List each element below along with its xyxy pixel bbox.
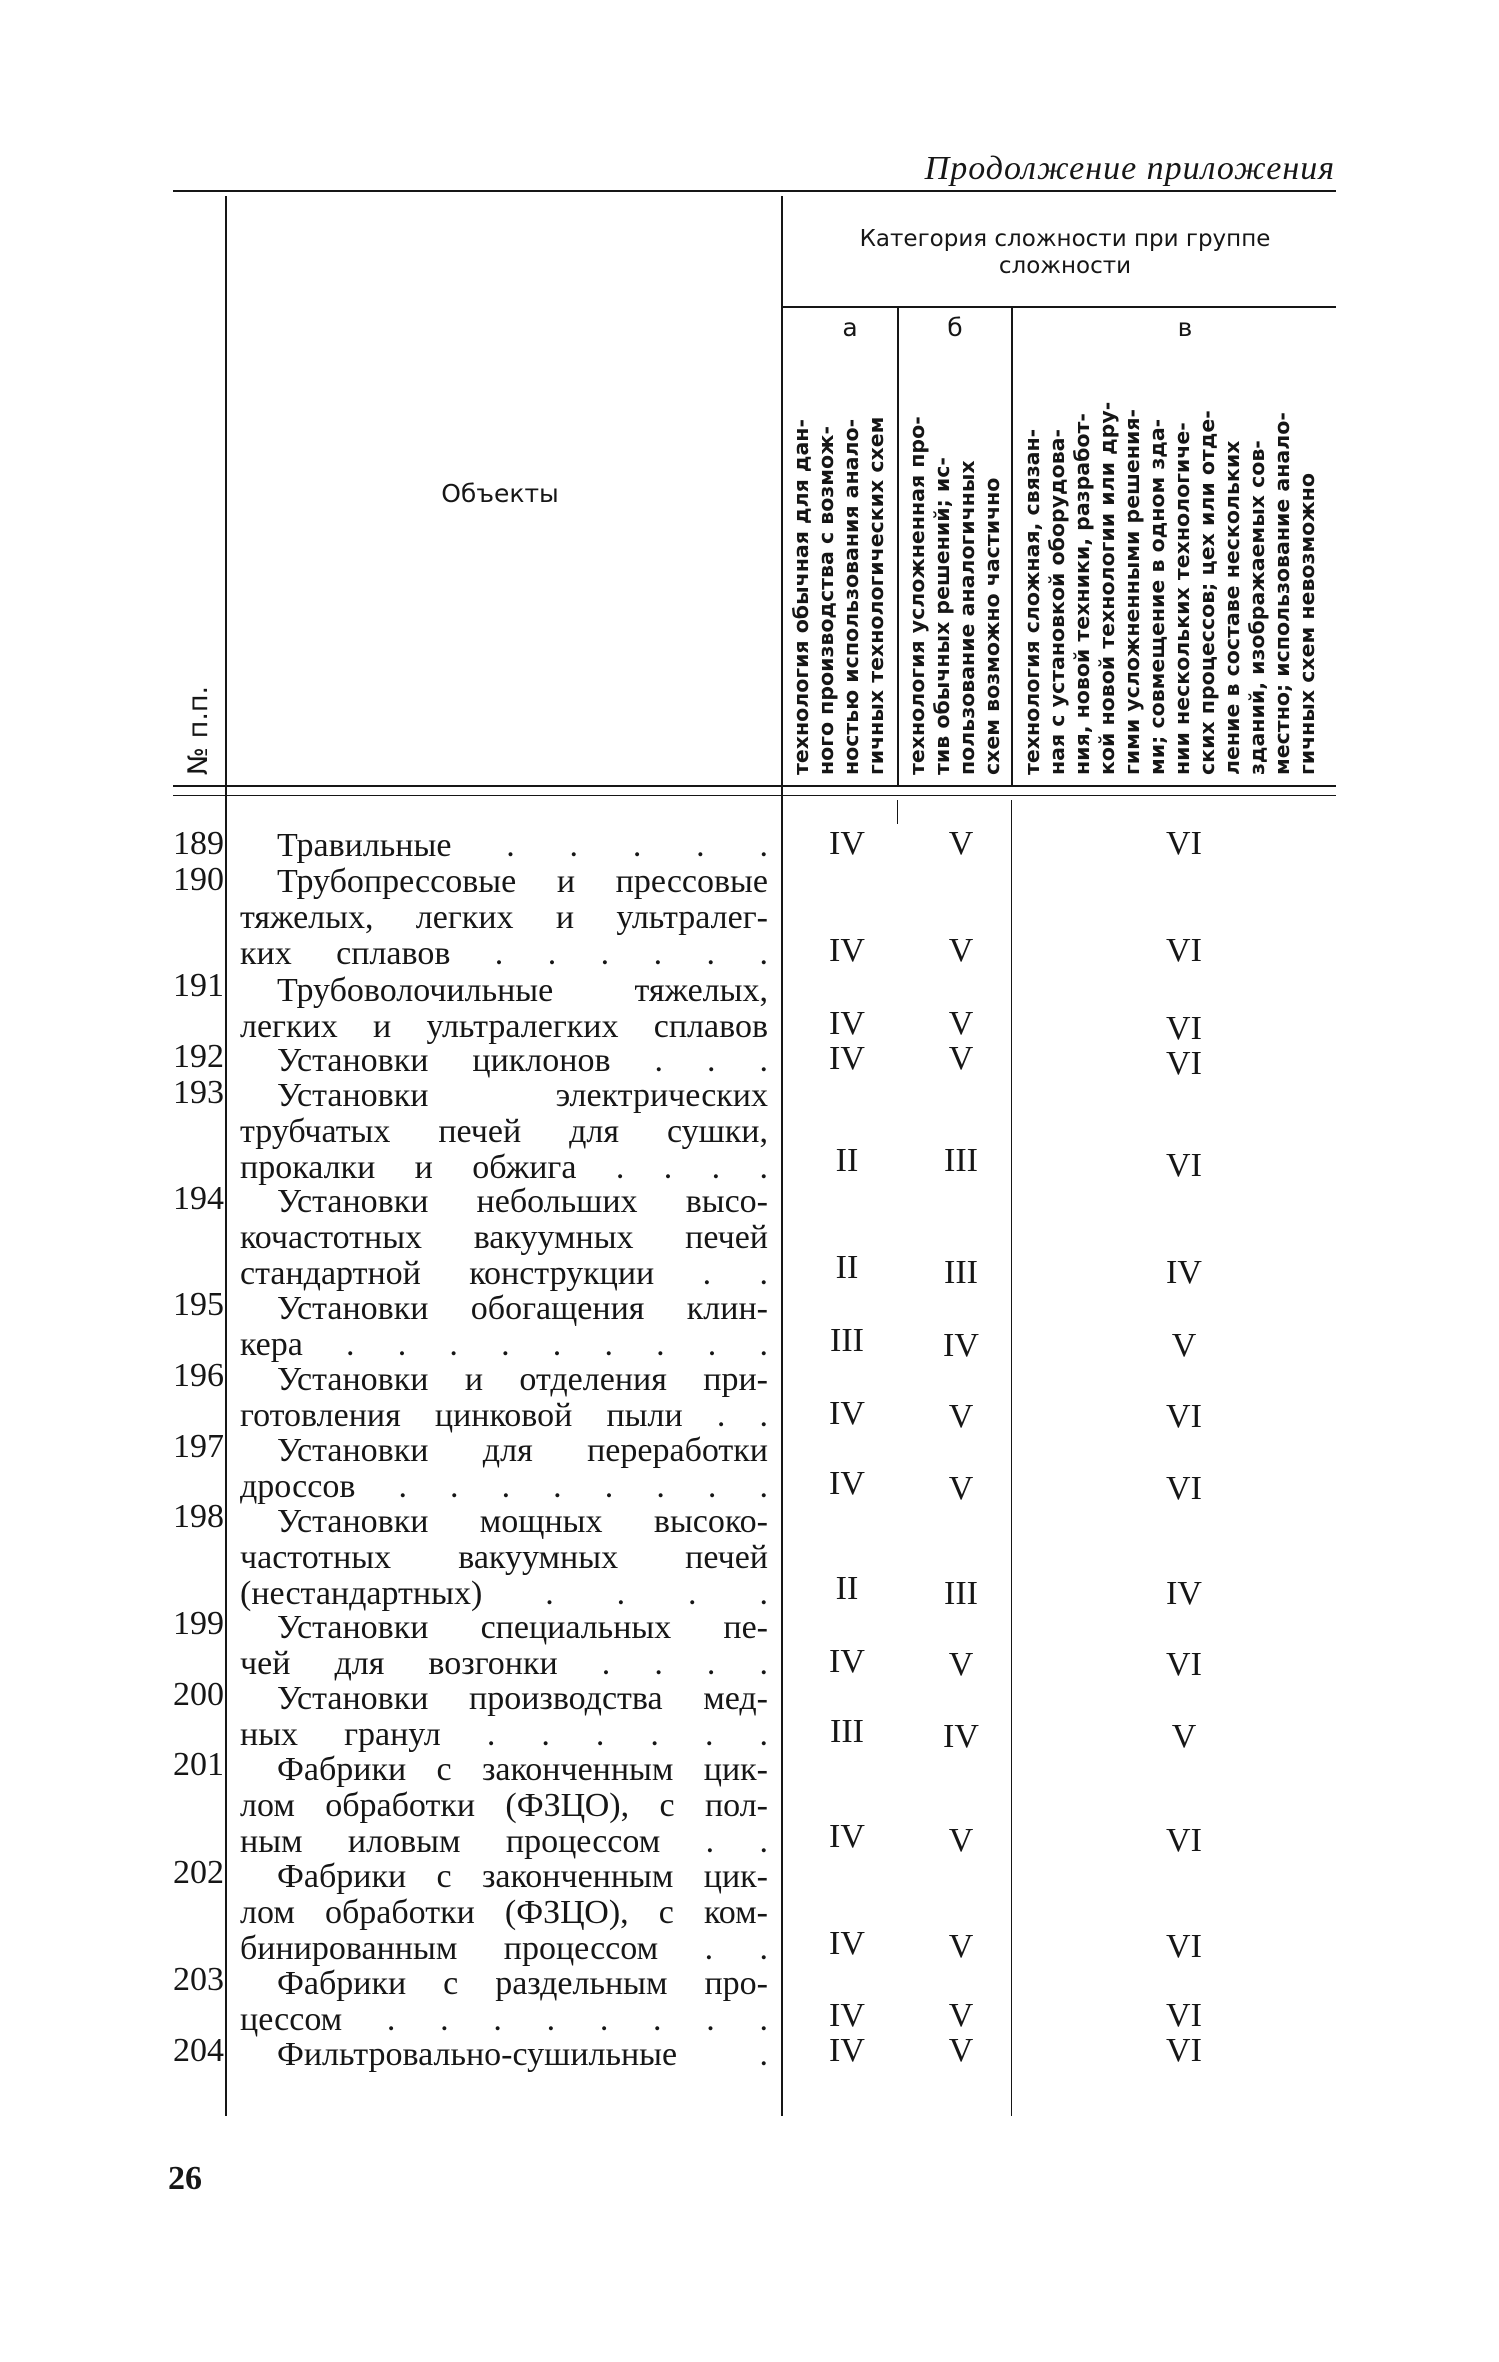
category-a: IV — [829, 1925, 865, 1962]
group-c-desc-line: нии нескольких технологиче- — [1170, 422, 1194, 775]
group-b-desc-line: пользование аналогичных — [955, 460, 979, 775]
category-a: IV — [829, 2032, 865, 2069]
category-header: Категория сложности при группе сложности — [859, 226, 1271, 279]
row-object-line: бинированным процессом . . — [240, 1931, 768, 1967]
category-b: IV — [943, 1327, 979, 1364]
row-object-line: Установки циклонов . . . — [277, 1043, 768, 1079]
col-divider-bc — [1011, 308, 1013, 785]
row-number: 198 — [173, 1498, 224, 1535]
header-bottom-rule — [173, 785, 1336, 787]
row-object — [240, 864, 768, 972]
row-object-line: Фабрики с законченным цик- — [277, 1859, 768, 1895]
group-b-desc-line: технология усложненная про- — [905, 416, 929, 775]
category-a: IV — [829, 1465, 865, 1502]
row-number: 194 — [173, 1180, 224, 1217]
category-b: V — [948, 2032, 974, 2069]
row-object-line: Фабрики с законченным цик- — [277, 1752, 768, 1788]
row-object-line: Установки небольших высо- — [277, 1184, 768, 1220]
row-object — [240, 1859, 768, 1967]
category-a: IV — [829, 1997, 865, 2034]
row-object — [240, 1362, 768, 1434]
num-header: № п.п. — [183, 685, 214, 775]
col-divider-bc-body — [1011, 800, 1012, 2116]
row-object — [240, 1291, 768, 1363]
category-c: VI — [1166, 1045, 1202, 1082]
category-a: II — [835, 1249, 859, 1286]
category-c: VI — [1166, 1928, 1202, 1965]
category-c: VI — [1166, 1646, 1202, 1683]
row-object-line: цессом . . . . . . . . — [240, 2002, 768, 2038]
row-number: 199 — [173, 1605, 224, 1642]
group-b-letter: б — [947, 313, 963, 342]
category-b: IV — [943, 1718, 979, 1755]
category-b: III — [944, 1254, 978, 1291]
group-c-desc-line: технология сложная, связан- — [1020, 428, 1044, 775]
category-a: IV — [829, 932, 865, 969]
page-number: 26 — [168, 2160, 202, 2197]
group-c-description — [1020, 402, 1320, 775]
row-object — [240, 1078, 768, 1186]
row-number: 196 — [173, 1357, 224, 1394]
group-a-desc-line: ностью использования анало- — [839, 418, 863, 775]
row-object — [240, 1681, 768, 1753]
group-c-desc-line: гичных схем невозможно — [1295, 473, 1319, 775]
row-object-line: тяжелых, легких и ультралег- — [240, 900, 768, 936]
category-c: VI — [1166, 1398, 1202, 1435]
category-a: IV — [829, 1643, 865, 1680]
row-object-line: Установки обогащения клин- — [277, 1291, 768, 1327]
row-number: 195 — [173, 1286, 224, 1323]
category-c: V — [1171, 1718, 1197, 1755]
row-object-line: дроссов . . . . . . . . — [240, 1469, 768, 1505]
row-number: 193 — [173, 1074, 224, 1111]
row-object-line: Установки и отделения при- — [277, 1362, 768, 1398]
group-c-desc-line: ление в составе нескольких — [1220, 440, 1244, 775]
group-c-desc-line: зданий, изображаемых сов- — [1245, 440, 1269, 775]
row-object — [240, 973, 768, 1045]
row-object — [240, 1752, 768, 1860]
group-header-rule — [783, 306, 1336, 308]
row-object-line: готовления цинковой пыли . . — [240, 1398, 768, 1434]
category-a: IV — [829, 1818, 865, 1855]
row-number: 190 — [173, 861, 224, 898]
row-object-line: лом обработки (ФЗЦО), с ком- — [240, 1895, 768, 1931]
group-a-letter: а — [842, 313, 858, 342]
row-object-line: Установки электрических — [277, 1078, 768, 1114]
category-c: VI — [1166, 1997, 1202, 2034]
row-object-line: ких сплавов . . . . . . — [240, 936, 768, 972]
category-b: V — [948, 1005, 974, 1042]
category-a: IV — [829, 1040, 865, 1077]
row-object-line: частотных вакуумных печей — [240, 1540, 768, 1576]
col-divider-ab-body — [897, 800, 898, 824]
category-c: VI — [1166, 1470, 1202, 1507]
row-object-line: трубчатых печей для сушки, — [240, 1114, 768, 1150]
header-bottom-rule-2 — [173, 795, 1336, 796]
col-divider-objects — [781, 196, 783, 2116]
category-b: III — [944, 1142, 978, 1179]
group-c-desc-line: ских процессов; цех или отде- — [1195, 410, 1219, 775]
category-c: V — [1171, 1327, 1197, 1364]
row-object — [240, 1504, 768, 1612]
row-object-line: Фильтровально-сушильные . — [277, 2037, 768, 2073]
row-number: 204 — [173, 2032, 224, 2069]
row-object — [240, 828, 768, 864]
category-c: VI — [1166, 825, 1202, 862]
group-c-desc-line: ми; совмещение в одном зда- — [1145, 418, 1169, 775]
row-object-line: (нестандартных) . . . . — [240, 1576, 768, 1612]
row-object-line: Трубопрессовые и прессовые — [277, 864, 768, 900]
category-c: VI — [1166, 1147, 1202, 1184]
category-a: III — [830, 1713, 864, 1750]
objects-header: Объекты — [441, 479, 559, 508]
row-object — [240, 1610, 768, 1682]
row-object-line: кера . . . . . . . . . — [240, 1327, 768, 1363]
row-number: 200 — [173, 1676, 224, 1713]
group-c-desc-line: кой новой технологии или дру- — [1095, 401, 1119, 775]
row-object-line: кочастотных вакуумных печей — [240, 1220, 768, 1256]
category-b: V — [948, 1040, 974, 1077]
category-a: II — [835, 1142, 859, 1179]
col-divider-num — [225, 196, 227, 2116]
row-object-line: Установки специальных пе- — [277, 1610, 768, 1646]
row-object-line: лом обработки (ФЗЦО), с пол- — [240, 1788, 768, 1824]
category-b: V — [948, 1928, 974, 1965]
row-number: 189 — [173, 825, 224, 862]
row-object-line: стандартной конструкции . . — [240, 1256, 768, 1292]
row-object — [240, 1184, 768, 1292]
category-c: VI — [1166, 932, 1202, 969]
row-object-line: прокалки и обжига . . . . — [240, 1150, 768, 1186]
category-a: IV — [829, 825, 865, 862]
category-b: V — [948, 825, 974, 862]
category-c: VI — [1166, 1822, 1202, 1859]
row-object-line: Установки для переработки — [277, 1433, 768, 1469]
row-object-line: Установки мощных высоко- — [277, 1504, 768, 1540]
row-object — [240, 1433, 768, 1505]
row-object-line: легких и ультралегких сплавов — [240, 1009, 768, 1045]
group-c-desc-line: местно; использование анало- — [1270, 412, 1294, 775]
row-number: 203 — [173, 1961, 224, 1998]
group-c-letter: в — [1177, 313, 1193, 342]
group-a-desc-line: технология обычная для дан- — [789, 419, 813, 775]
group-b-description — [905, 416, 1005, 775]
group-c-desc-line: ная с установкой оборудова- — [1045, 428, 1069, 775]
row-object-line: Установки производства мед- — [277, 1681, 768, 1717]
header-rule — [173, 190, 1336, 192]
group-a-desc-line: ного производства с возмож- — [814, 426, 838, 775]
row-number: 202 — [173, 1854, 224, 1891]
running-title: Продолжение приложения — [924, 150, 1335, 187]
row-object-line: Трубоволочильные тяжелых, — [277, 973, 768, 1009]
row-object — [240, 2037, 768, 2073]
group-a-desc-line: гичных технологических схем — [864, 416, 888, 775]
row-object-line: чей для возгонки . . . . — [240, 1646, 768, 1682]
row-object-line: ных гранул . . . . . . — [240, 1717, 768, 1753]
category-a: IV — [829, 1395, 865, 1432]
category-c: IV — [1166, 1254, 1202, 1291]
row-object-line: Травильные . . . . . — [277, 828, 768, 864]
category-b: V — [948, 932, 974, 969]
row-number: 191 — [173, 967, 224, 1004]
category-c: VI — [1166, 2032, 1202, 2069]
row-object-line: Фабрики с раздельным про- — [277, 1966, 768, 2002]
category-b: V — [948, 1398, 974, 1435]
group-c-desc-line: гими усложненными решения- — [1120, 409, 1144, 775]
group-c-desc-line: ния, новой техники, разработ- — [1070, 413, 1094, 775]
category-c: IV — [1166, 1575, 1202, 1612]
group-b-desc-line: схем возможно частично — [980, 477, 1004, 775]
category-b: V — [948, 1470, 974, 1507]
group-a-description — [789, 417, 889, 775]
category-a: II — [835, 1570, 859, 1607]
row-number: 201 — [173, 1746, 224, 1783]
row-object — [240, 1966, 768, 2038]
col-divider-ab — [897, 308, 899, 785]
row-object-line: ным иловым процессом . . — [240, 1824, 768, 1860]
category-a: III — [830, 1322, 864, 1359]
category-b: V — [948, 1997, 974, 2034]
group-b-desc-line: тив обычных решений; ис- — [930, 457, 954, 775]
category-c: VI — [1166, 1010, 1202, 1047]
category-b: V — [948, 1822, 974, 1859]
category-a: IV — [829, 1005, 865, 1042]
row-number: 192 — [173, 1038, 224, 1075]
category-b: V — [948, 1646, 974, 1683]
category-b: III — [944, 1575, 978, 1612]
row-number: 197 — [173, 1428, 224, 1465]
row-object — [240, 1043, 768, 1079]
